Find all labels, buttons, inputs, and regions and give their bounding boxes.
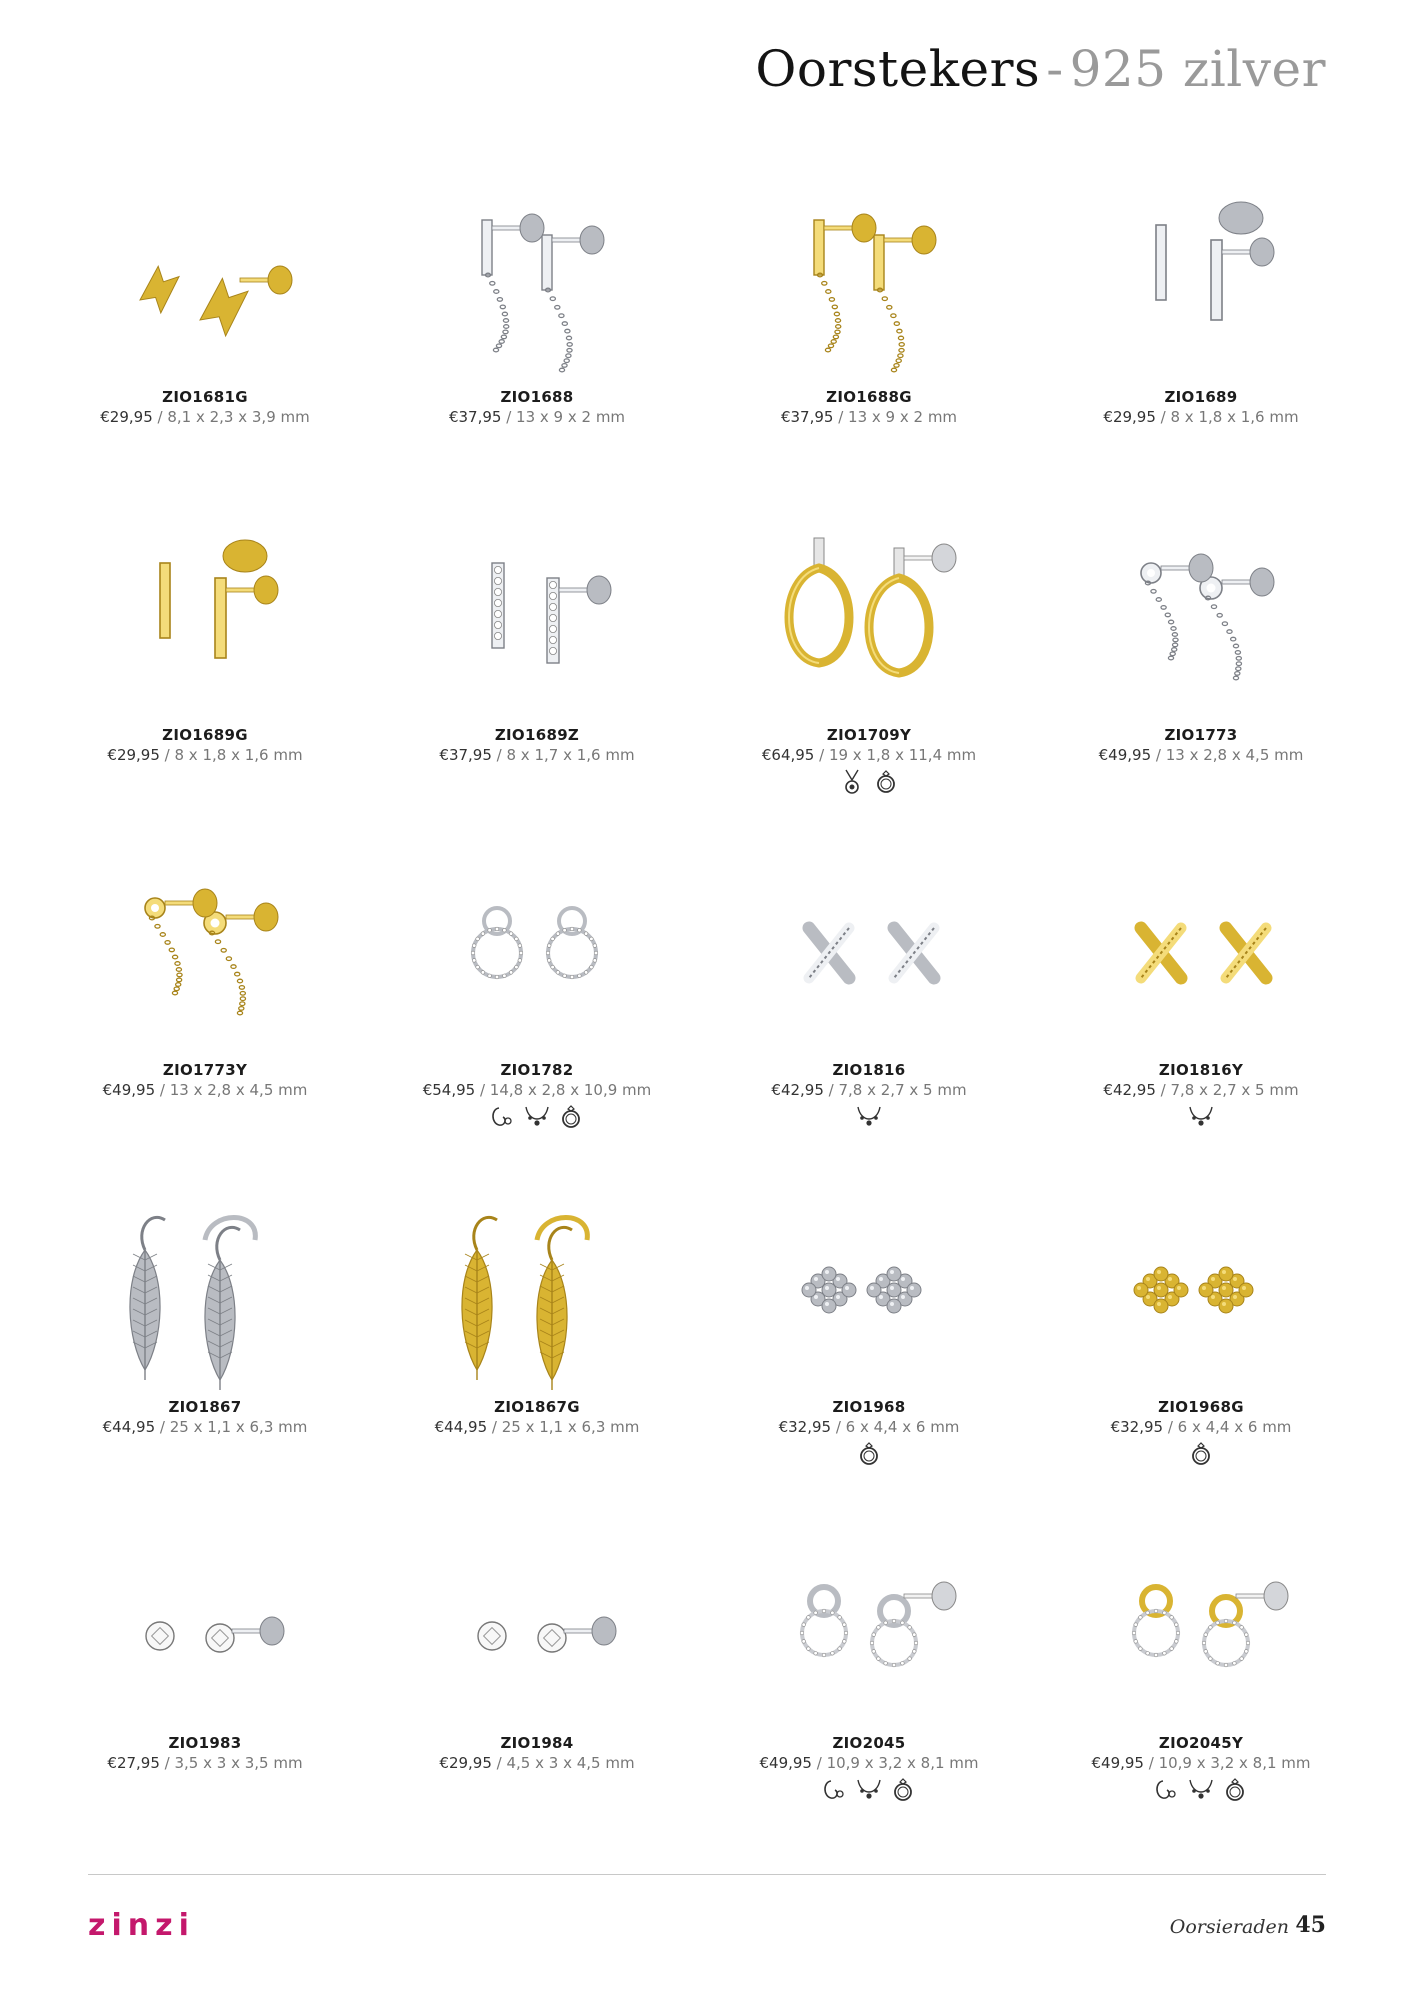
product-spec: €42,95 / 7,8 x 2,7 x 5 mm	[771, 1081, 967, 1099]
product-dimensions: 4,5 x 3 x 4,5 mm	[506, 1754, 635, 1772]
product-card	[704, 180, 1034, 440]
ring-icon	[1221, 1776, 1249, 1804]
product-code: ZIO1782	[500, 1061, 574, 1079]
necklace-icon	[523, 1103, 551, 1131]
product-image	[90, 180, 320, 380]
product-spec: €49,95 / 10,9 x 3,2 x 8,1 mm	[1091, 1754, 1311, 1772]
product-code: ZIO1773	[1164, 726, 1238, 744]
product-price: €64,95	[761, 746, 815, 764]
product-code: ZIO2045Y	[1158, 1734, 1244, 1752]
matching-items	[704, 768, 1034, 798]
product-card	[1036, 1190, 1366, 1450]
product-spec: €32,95 / 6 x 4,4 x 6 mm	[778, 1418, 960, 1436]
matching-items	[704, 1103, 1034, 1133]
product-dimensions: 8,1 x 2,3 x 3,9 mm	[167, 408, 310, 426]
ring-icon	[855, 1440, 883, 1468]
product-price: €49,95	[1098, 746, 1152, 764]
product-card	[372, 1190, 702, 1450]
product-card	[372, 1526, 702, 1786]
product-dimensions: 10,9 x 3,2 x 8,1 mm	[1158, 1754, 1311, 1772]
product-code: ZIO1689Z	[494, 726, 580, 744]
product-code: ZIO1816Y	[1158, 1061, 1244, 1079]
product-card	[1036, 853, 1366, 1113]
product-price: €27,95	[107, 1754, 160, 1772]
product-dimensions: 19 x 1,8 x 11,4 mm	[828, 746, 977, 764]
product-image	[90, 853, 320, 1053]
product-card	[372, 853, 702, 1113]
product-price: €44,95	[434, 1418, 488, 1436]
product-dimensions: 13 x 2,8 x 4,5 mm	[169, 1081, 308, 1099]
product-dimensions: 13 x 9 x 2 mm	[516, 408, 626, 426]
product-card	[1036, 1526, 1366, 1786]
product-spec: €37,95 / 13 x 9 x 2 mm	[780, 408, 958, 426]
product-image	[90, 518, 320, 718]
ring-icon	[889, 1776, 917, 1804]
product-dimensions: 7,8 x 2,7 x 5 mm	[1170, 1081, 1299, 1099]
product-price: €42,95	[771, 1081, 824, 1099]
footer-section-label: Oorsieraden	[1169, 1916, 1289, 1938]
product-spec: €49,95 / 13 x 2,8 x 4,5 mm	[102, 1081, 308, 1099]
product-spec: €44,95 / 25 x 1,1 x 6,3 mm	[102, 1418, 308, 1436]
product-spec: €54,95 / 14,8 x 2,8 x 10,9 mm	[422, 1081, 652, 1099]
matching-items	[704, 1776, 1034, 1806]
product-image	[422, 853, 652, 1053]
product-spec: €29,95 / 8,1 x 2,3 x 3,9 mm	[100, 408, 310, 426]
product-dimensions: 10,9 x 3,2 x 8,1 mm	[826, 1754, 979, 1772]
product-spec: €37,95 / 13 x 9 x 2 mm	[448, 408, 626, 426]
product-image	[754, 518, 984, 718]
product-spec: €29,95 / 8 x 1,8 x 1,6 mm	[107, 746, 303, 764]
product-code: ZIO1867	[168, 1398, 242, 1416]
product-spec: €37,95 / 8 x 1,7 x 1,6 mm	[439, 746, 635, 764]
product-dimensions: 7,8 x 2,7 x 5 mm	[838, 1081, 967, 1099]
product-code: ZIO1709Y	[826, 726, 912, 744]
product-card	[40, 518, 370, 778]
product-dimensions: 25 x 1,1 x 6,3 mm	[501, 1418, 640, 1436]
product-price: €49,95	[1091, 1754, 1144, 1772]
product-card	[704, 1526, 1034, 1786]
footer-divider	[88, 1874, 1326, 1875]
product-spec: €29,95 / 8 x 1,8 x 1,6 mm	[1103, 408, 1299, 426]
page-title-main: Oorstekers	[755, 40, 1041, 98]
product-code: ZIO1773Y	[162, 1061, 248, 1079]
matching-items	[1036, 1776, 1366, 1806]
product-price: €29,95	[107, 746, 160, 764]
product-price: €54,95	[422, 1081, 476, 1099]
product-card	[40, 853, 370, 1113]
product-code: ZIO1968G	[1158, 1398, 1244, 1416]
product-image	[90, 1190, 320, 1390]
necklace-icon	[855, 1103, 883, 1131]
product-image	[90, 1526, 320, 1726]
product-card	[1036, 518, 1366, 778]
product-image	[1086, 1190, 1316, 1390]
product-price: €49,95	[759, 1754, 812, 1772]
product-image	[754, 180, 984, 380]
product-card	[372, 180, 702, 440]
product-spec: €42,95 / 7,8 x 2,7 x 5 mm	[1103, 1081, 1299, 1099]
product-price: €37,95	[448, 408, 502, 426]
product-spec: €32,95 / 6 x 4,4 x 6 mm	[1110, 1418, 1292, 1436]
product-dimensions: 14,8 x 2,8 x 10,9 mm	[489, 1081, 652, 1099]
product-image	[422, 518, 652, 718]
necklace-icon	[855, 1776, 883, 1804]
matching-items	[1036, 1103, 1366, 1133]
necklace-icon	[1187, 1103, 1215, 1131]
product-spec: €49,95 / 13 x 2,8 x 4,5 mm	[1098, 746, 1304, 764]
product-dimensions: 13 x 2,8 x 4,5 mm	[1165, 746, 1304, 764]
product-code: ZIO1968	[832, 1398, 906, 1416]
matching-items	[372, 1103, 702, 1133]
product-card	[704, 853, 1034, 1113]
product-price: €32,95	[1110, 1418, 1164, 1436]
product-code: ZIO1689	[1164, 388, 1238, 406]
product-code: ZIO1816	[832, 1061, 906, 1079]
matching-items	[1036, 1440, 1366, 1470]
product-image	[754, 1526, 984, 1726]
product-code: ZIO1688	[500, 388, 574, 406]
product-code: ZIO1867G	[494, 1398, 580, 1416]
product-price: €29,95	[439, 1754, 492, 1772]
earring-icon	[821, 1776, 849, 1804]
product-card	[40, 180, 370, 440]
product-card	[40, 1526, 370, 1786]
ring-icon	[557, 1103, 585, 1131]
product-card	[372, 518, 702, 778]
necklace-icon	[1187, 1776, 1215, 1804]
product-dimensions: 8 x 1,7 x 1,6 mm	[506, 746, 635, 764]
product-price: €32,95	[778, 1418, 832, 1436]
product-price: €37,95	[439, 746, 492, 764]
product-code: ZIO2045	[832, 1734, 906, 1752]
ring-icon	[1187, 1440, 1215, 1468]
product-card	[1036, 180, 1366, 440]
product-dimensions: 3,5 x 3 x 3,5 mm	[174, 1754, 303, 1772]
product-price: €29,95	[100, 408, 153, 426]
product-dimensions: 8 x 1,8 x 1,6 mm	[1170, 408, 1299, 426]
earring-icon	[489, 1103, 517, 1131]
brand-logo: zinzi	[88, 1908, 195, 1943]
product-price: €29,95	[1103, 408, 1156, 426]
product-code: ZIO1689G	[162, 726, 248, 744]
product-price: €37,95	[780, 408, 834, 426]
product-image	[754, 1190, 984, 1390]
product-image	[422, 1526, 652, 1726]
product-image	[1086, 180, 1316, 380]
product-dimensions: 13 x 9 x 2 mm	[848, 408, 958, 426]
product-card	[40, 1190, 370, 1450]
product-image	[1086, 518, 1316, 718]
page-title-separator: -	[1046, 40, 1064, 98]
product-price: €42,95	[1103, 1081, 1156, 1099]
product-code: ZIO1681G	[162, 388, 248, 406]
product-spec: €44,95 / 25 x 1,1 x 6,3 mm	[434, 1418, 640, 1436]
earring-icon	[1153, 1776, 1181, 1804]
product-price: €44,95	[102, 1418, 156, 1436]
product-dimensions: 25 x 1,1 x 6,3 mm	[169, 1418, 308, 1436]
product-image	[1086, 853, 1316, 1053]
page-number: 45	[1295, 1912, 1326, 1938]
product-card	[704, 1190, 1034, 1450]
matching-items	[704, 1440, 1034, 1470]
product-dimensions: 6 x 4,4 x 6 mm	[1177, 1418, 1292, 1436]
product-spec: €29,95 / 4,5 x 3 x 4,5 mm	[439, 1754, 635, 1772]
page-title-sub: 925 zilver	[1069, 40, 1326, 98]
product-image	[754, 853, 984, 1053]
product-dimensions: 6 x 4,4 x 6 mm	[845, 1418, 960, 1436]
product-spec: €64,95 / 19 x 1,8 x 11,4 mm	[761, 746, 977, 764]
product-dimensions: 8 x 1,8 x 1,6 mm	[174, 746, 303, 764]
ring-icon	[872, 768, 900, 796]
product-spec: €27,95 / 3,5 x 3 x 3,5 mm	[107, 1754, 303, 1772]
product-spec: €49,95 / 10,9 x 3,2 x 8,1 mm	[759, 1754, 979, 1772]
pendant-icon	[838, 768, 866, 796]
product-image	[1086, 1526, 1316, 1726]
product-code: ZIO1983	[168, 1734, 242, 1752]
product-card	[704, 518, 1034, 778]
product-code: ZIO1984	[500, 1734, 574, 1752]
product-image	[422, 180, 652, 380]
product-image	[422, 1190, 652, 1390]
product-price: €49,95	[102, 1081, 156, 1099]
product-code: ZIO1688G	[826, 388, 912, 406]
